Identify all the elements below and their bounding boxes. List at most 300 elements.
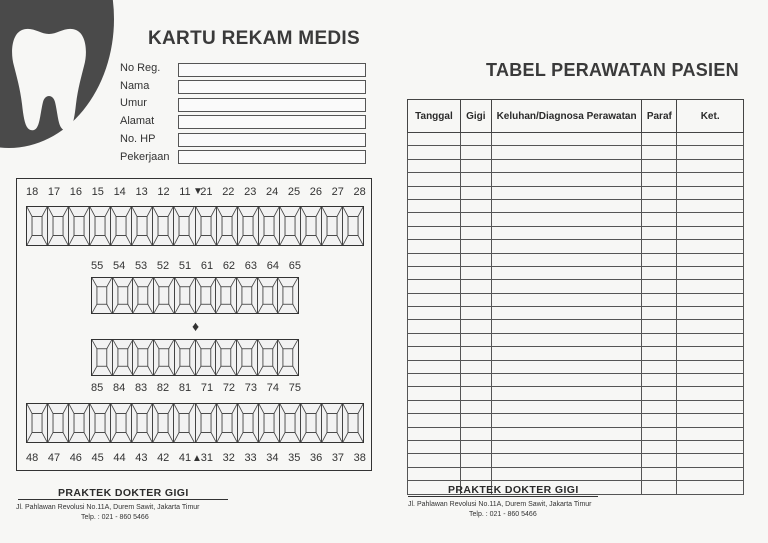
table-cell[interactable] (642, 387, 677, 400)
pekerjaan-field[interactable] (178, 150, 366, 164)
table-cell[interactable] (491, 320, 642, 333)
table-row (408, 226, 744, 239)
tooth-number: 62 (222, 260, 236, 272)
tooth-number: 35 (288, 452, 301, 464)
table-cell[interactable] (677, 307, 744, 320)
tooth-number: 37 (331, 452, 345, 464)
tooth-cell[interactable] (259, 207, 280, 245)
tooth-number: 38 (353, 452, 366, 464)
table-cell[interactable] (408, 360, 461, 373)
tooth-number: 54 (112, 260, 126, 272)
table-row (408, 253, 744, 266)
table-row (408, 133, 744, 146)
tooth-number: 85 (91, 382, 104, 394)
tooth-cell[interactable] (174, 207, 195, 245)
table-cell[interactable] (460, 293, 491, 306)
tooth-number: 24 (265, 186, 279, 198)
up-triangle-icon: ▲ (192, 453, 202, 464)
tooth-cell[interactable] (154, 340, 175, 375)
table-row (408, 199, 744, 212)
table-cell[interactable] (408, 427, 461, 440)
table-cell[interactable] (408, 293, 461, 306)
upper-child-teeth-row (91, 277, 299, 314)
tooth-cell[interactable] (48, 207, 69, 245)
no-hp-field[interactable] (178, 133, 366, 147)
column-header-paraf: Paraf (642, 100, 677, 133)
tooth-cell[interactable] (133, 278, 154, 313)
table-cell[interactable] (642, 307, 677, 320)
tooth-cell[interactable] (132, 207, 153, 245)
tooth-cell[interactable] (27, 207, 48, 245)
table-cell[interactable] (491, 414, 642, 427)
no-reg-field[interactable] (178, 63, 366, 77)
table-cell[interactable] (460, 467, 491, 480)
table-cell[interactable] (491, 280, 642, 293)
table-cell[interactable] (408, 440, 461, 453)
table-cell[interactable] (408, 347, 461, 360)
table-cell[interactable] (677, 159, 744, 172)
table-cell[interactable] (491, 307, 642, 320)
table-cell[interactable] (677, 467, 744, 480)
table-cell[interactable] (677, 293, 744, 306)
tooth-cell[interactable] (238, 207, 259, 245)
table-cell[interactable] (460, 320, 491, 333)
table-cell[interactable] (460, 454, 491, 467)
table-cell[interactable] (408, 173, 461, 186)
table-row (408, 213, 744, 226)
table-cell[interactable] (408, 374, 461, 387)
tooth-number: 34 (266, 452, 279, 464)
footer-practice-right: PRAKTEK DOKTER GIGI (448, 484, 579, 496)
table-cell[interactable] (460, 374, 491, 387)
table-cell[interactable] (460, 186, 491, 199)
table-cell[interactable] (460, 226, 491, 239)
table-cell[interactable] (491, 454, 642, 467)
table-cell[interactable] (408, 454, 461, 467)
tooth-cell[interactable] (69, 207, 90, 245)
table-cell[interactable] (408, 199, 461, 212)
table-cell[interactable] (491, 266, 642, 279)
tooth-number: 61 (200, 260, 214, 272)
tooth-cell[interactable] (237, 340, 258, 375)
tooth-number: 52 (156, 260, 170, 272)
table-cell[interactable] (491, 213, 642, 226)
tooth-number: 33 (244, 452, 257, 464)
table-cell[interactable] (642, 146, 677, 159)
table-cell[interactable] (460, 266, 491, 279)
table-cell[interactable] (677, 213, 744, 226)
table-cell[interactable] (460, 307, 491, 320)
table-cell[interactable] (491, 146, 642, 159)
field-label-alamat: Alamat (120, 115, 155, 127)
tooth-number: 26 (309, 186, 322, 198)
table-cell[interactable] (642, 173, 677, 186)
table-cell[interactable] (408, 400, 461, 413)
table-cell[interactable] (460, 146, 491, 159)
tooth-cell[interactable] (216, 340, 237, 375)
table-cell[interactable] (491, 133, 642, 146)
tooth-number: 73 (244, 382, 258, 394)
table-cell[interactable] (642, 199, 677, 212)
lower-child-tooth-numbers (91, 382, 301, 394)
table-cell[interactable] (677, 199, 744, 212)
table-cell[interactable] (408, 253, 461, 266)
tooth-number: 42 (157, 452, 170, 464)
treatment-table (407, 99, 744, 495)
table-cell[interactable] (408, 280, 461, 293)
table-cell[interactable] (677, 360, 744, 373)
tooth-cell[interactable] (301, 404, 322, 442)
tooth-cell[interactable] (278, 340, 298, 375)
table-cell[interactable] (677, 414, 744, 427)
table-cell[interactable] (491, 199, 642, 212)
tooth-cell[interactable] (132, 404, 153, 442)
upper-adult-teeth-row (26, 206, 364, 246)
table-row (408, 159, 744, 172)
table-cell[interactable] (642, 400, 677, 413)
tooth-cell[interactable] (174, 404, 195, 442)
tooth-number: 64 (266, 260, 279, 272)
tooth-number: 13 (135, 186, 148, 198)
table-cell[interactable] (642, 414, 677, 427)
table-cell[interactable] (460, 333, 491, 346)
table-cell[interactable] (460, 360, 491, 373)
table-row (408, 280, 744, 293)
table-row (408, 146, 744, 159)
table-cell[interactable] (642, 467, 677, 480)
tooth-number: 14 (113, 186, 126, 198)
table-cell[interactable] (491, 186, 642, 199)
table-cell[interactable] (491, 360, 642, 373)
tooth-cell[interactable] (322, 404, 343, 442)
tooth-number: 45 (91, 452, 104, 464)
table-cell[interactable] (491, 253, 642, 266)
column-header-ket: Ket. (677, 100, 744, 133)
table-cell[interactable] (642, 266, 677, 279)
table-cell[interactable] (642, 440, 677, 453)
table-row (408, 186, 744, 199)
table-cell[interactable] (460, 199, 491, 212)
tooth-cell[interactable] (343, 404, 363, 442)
table-row (408, 320, 744, 333)
tooth-number: 71 (200, 382, 214, 394)
table-cell[interactable] (677, 347, 744, 360)
alamat-field[interactable] (178, 115, 366, 129)
tooth-cell[interactable] (259, 404, 280, 442)
table-cell[interactable] (491, 427, 642, 440)
table-cell[interactable] (642, 159, 677, 172)
table-row (408, 240, 744, 253)
table-cell[interactable] (408, 467, 461, 480)
column-header-gigi: Gigi (460, 100, 491, 133)
tooth-cell[interactable] (175, 278, 196, 313)
table-cell[interactable] (460, 440, 491, 453)
tooth-cell[interactable] (280, 207, 301, 245)
table-cell[interactable] (491, 226, 642, 239)
table-cell[interactable] (408, 146, 461, 159)
table-cell[interactable] (677, 320, 744, 333)
lower-child-teeth-row (91, 339, 299, 376)
lower-adult-teeth-row (26, 403, 364, 443)
table-row (408, 293, 744, 306)
tooth-cell[interactable] (216, 278, 237, 313)
table-cell[interactable] (460, 387, 491, 400)
tooth-cell[interactable] (90, 404, 111, 442)
table-row (408, 467, 744, 480)
table-cell[interactable] (491, 347, 642, 360)
column-header-tanggal: Tanggal (408, 100, 461, 133)
tooth-cell[interactable] (196, 207, 217, 245)
tooth-number: 18 (26, 186, 39, 198)
table-row (408, 387, 744, 400)
table-row (408, 347, 744, 360)
table-row (408, 333, 744, 346)
tooth-cell[interactable] (111, 207, 132, 245)
table-cell[interactable] (408, 266, 461, 279)
tooth-number: 23 (244, 186, 257, 198)
table-cell[interactable] (677, 333, 744, 346)
table-row (408, 414, 744, 427)
tooth-number: 22 (222, 186, 235, 198)
tooth-number: 72 (222, 382, 236, 394)
column-header-keluhan: Keluhan/Diagnosa Perawatan (491, 100, 642, 133)
table-cell[interactable] (408, 307, 461, 320)
tooth-number: 44 (113, 452, 126, 464)
tooth-number: 31 (200, 452, 213, 464)
table-cell[interactable] (491, 440, 642, 453)
tooth-number: 16 (69, 186, 83, 198)
tooth-cell[interactable] (237, 278, 258, 313)
table-cell[interactable] (408, 213, 461, 226)
tooth-cell[interactable] (258, 278, 279, 313)
tooth-number: 21 (200, 186, 213, 198)
table-cell[interactable] (677, 266, 744, 279)
tooth-number: 28 (353, 186, 366, 198)
table-row (408, 400, 744, 413)
tooth-cell[interactable] (27, 404, 48, 442)
field-label-umur: Umur (120, 97, 147, 109)
tooth-number: 17 (47, 186, 61, 198)
table-cell[interactable] (677, 133, 744, 146)
tooth-cell[interactable] (196, 404, 217, 442)
table-cell[interactable] (642, 226, 677, 239)
tooth-number: 41 (178, 452, 192, 464)
table-cell[interactable] (491, 467, 642, 480)
footer-divider-right (408, 496, 598, 497)
table-cell[interactable] (677, 427, 744, 440)
footer-address-right: Jl. Pahlawan Revolusi No.11A, Durem Sawit, Jakarta Timur (408, 501, 592, 508)
tooth-cell[interactable] (343, 207, 363, 245)
table-cell[interactable] (491, 400, 642, 413)
table-cell[interactable] (460, 173, 491, 186)
table-cell[interactable] (460, 347, 491, 360)
table-cell[interactable] (677, 186, 744, 199)
field-label-pekerjaan: Pekerjaan (120, 151, 170, 163)
table-row (408, 173, 744, 186)
tooth-number: 84 (112, 382, 126, 394)
tooth-number: 36 (309, 452, 323, 464)
tooth-cell[interactable] (175, 340, 196, 375)
tooth-number: 82 (156, 382, 170, 394)
table-cell[interactable] (491, 374, 642, 387)
table-cell[interactable] (460, 414, 491, 427)
table-row (408, 454, 744, 467)
table-cell[interactable] (642, 347, 677, 360)
tooth-number: 65 (288, 260, 301, 272)
upper-child-tooth-numbers (91, 260, 301, 272)
tooth-cell[interactable] (278, 278, 298, 313)
table-cell[interactable] (491, 159, 642, 172)
tooth-number: 43 (135, 452, 148, 464)
table-cell[interactable] (408, 133, 461, 146)
tooth-cell[interactable] (280, 404, 301, 442)
tooth-number: 53 (134, 260, 148, 272)
table-cell[interactable] (460, 427, 491, 440)
tooth-number: 47 (47, 452, 61, 464)
table-row (408, 374, 744, 387)
table-cell[interactable] (642, 280, 677, 293)
table-cell[interactable] (408, 414, 461, 427)
table-cell[interactable] (642, 333, 677, 346)
table-cell[interactable] (408, 320, 461, 333)
table-cell[interactable] (642, 454, 677, 467)
table-cell[interactable] (677, 440, 744, 453)
table-cell[interactable] (677, 374, 744, 387)
footer-practice-left: PRAKTEK DOKTER GIGI (58, 487, 189, 499)
table-cell[interactable] (642, 293, 677, 306)
table-cell[interactable] (677, 387, 744, 400)
footer-phone-left: Telp. : 021 - 860 5466 (81, 514, 149, 521)
field-label-no-reg: No Reg. (120, 62, 161, 74)
table-row (408, 440, 744, 453)
table-cell[interactable] (642, 320, 677, 333)
table-row (408, 427, 744, 440)
tooth-cell[interactable] (217, 207, 238, 245)
tooth-cell[interactable] (48, 404, 69, 442)
table-row (408, 360, 744, 373)
tooth-cell[interactable] (217, 404, 238, 442)
table-cell[interactable] (408, 159, 461, 172)
tooth-number: 74 (266, 382, 279, 394)
field-label-no-hp: No. HP (120, 133, 156, 145)
table-cell[interactable] (642, 240, 677, 253)
tooth-number: 12 (157, 186, 170, 198)
table-cell[interactable] (642, 213, 677, 226)
tooth-cell[interactable] (69, 404, 90, 442)
table-cell[interactable] (408, 240, 461, 253)
card-title: KARTU REKAM MEDIS (148, 28, 360, 49)
tooth-number: 27 (331, 186, 344, 198)
tooth-cell[interactable] (238, 404, 259, 442)
tooth-logo-icon (8, 22, 90, 138)
tooth-number: 83 (134, 382, 148, 394)
table-cell[interactable] (642, 186, 677, 199)
table-cell[interactable] (677, 173, 744, 186)
table-cell[interactable] (677, 481, 744, 494)
table-cell[interactable] (642, 253, 677, 266)
treatment-table-body (408, 133, 744, 495)
tooth-cell[interactable] (258, 340, 279, 375)
tooth-cell[interactable] (111, 404, 132, 442)
field-label-nama: Nama (120, 80, 150, 92)
table-cell[interactable] (491, 387, 642, 400)
tooth-number: 51 (178, 260, 192, 272)
umur-field[interactable] (178, 98, 366, 112)
footer-phone-right: Telp. : 021 - 860 5466 (469, 511, 537, 518)
table-cell[interactable] (460, 253, 491, 266)
table-cell[interactable] (460, 240, 491, 253)
down-triangle-icon: ▼ (193, 186, 203, 197)
footer-divider-left (18, 499, 228, 500)
tooth-cell[interactable] (133, 340, 154, 375)
table-cell[interactable] (677, 240, 744, 253)
table-cell[interactable] (491, 333, 642, 346)
tooth-cell[interactable] (153, 207, 174, 245)
table-cell[interactable] (642, 360, 677, 373)
table-cell[interactable] (408, 333, 461, 346)
footer-address-left: Jl. Pahlawan Revolusi No.11A, Durem Sawit, Jakarta Timur (16, 504, 200, 511)
table-cell[interactable] (408, 186, 461, 199)
tooth-cell[interactable] (153, 404, 174, 442)
table-cell[interactable] (460, 133, 491, 146)
midline-diamond-icon: ♦ (192, 318, 200, 334)
table-cell[interactable] (491, 240, 642, 253)
table-cell[interactable] (677, 454, 744, 467)
tooth-cell[interactable] (92, 340, 113, 375)
tooth-cell[interactable] (322, 207, 343, 245)
tooth-number: 81 (178, 382, 192, 394)
tooth-number: 75 (288, 382, 301, 394)
tooth-cell[interactable] (92, 278, 113, 313)
table-cell[interactable] (677, 226, 744, 239)
table-cell[interactable] (408, 226, 461, 239)
tooth-number: 11 (179, 186, 191, 198)
table-header-row (408, 100, 744, 133)
tooth-number: 25 (287, 186, 301, 198)
table-cell[interactable] (642, 133, 677, 146)
table-cell[interactable] (642, 481, 677, 494)
table-cell[interactable] (677, 146, 744, 159)
table-cell[interactable] (460, 213, 491, 226)
table-cell[interactable] (408, 387, 461, 400)
table-row (408, 307, 744, 320)
table-cell[interactable] (491, 293, 642, 306)
table-cell[interactable] (460, 159, 491, 172)
table-cell[interactable] (677, 400, 744, 413)
tooth-number: 63 (244, 260, 258, 272)
table-title: TABEL PERAWATAN PASIEN (486, 60, 739, 80)
tooth-cell[interactable] (154, 278, 175, 313)
tooth-number: 15 (91, 186, 104, 198)
tooth-number: 48 (26, 452, 39, 464)
table-cell[interactable] (642, 374, 677, 387)
tooth-cell[interactable] (301, 207, 322, 245)
table-cell[interactable] (460, 280, 491, 293)
table-row (408, 266, 744, 279)
tooth-cell[interactable] (196, 278, 217, 313)
table-cell[interactable] (460, 400, 491, 413)
table-cell[interactable] (677, 280, 744, 293)
tooth-cell[interactable] (90, 207, 111, 245)
table-cell[interactable] (677, 253, 744, 266)
table-cell[interactable] (491, 173, 642, 186)
tooth-cell[interactable] (196, 340, 217, 375)
tooth-cell[interactable] (113, 340, 134, 375)
tooth-number: 55 (91, 260, 104, 272)
nama-field[interactable] (178, 80, 366, 94)
table-cell[interactable] (642, 427, 677, 440)
tooth-cell[interactable] (113, 278, 134, 313)
